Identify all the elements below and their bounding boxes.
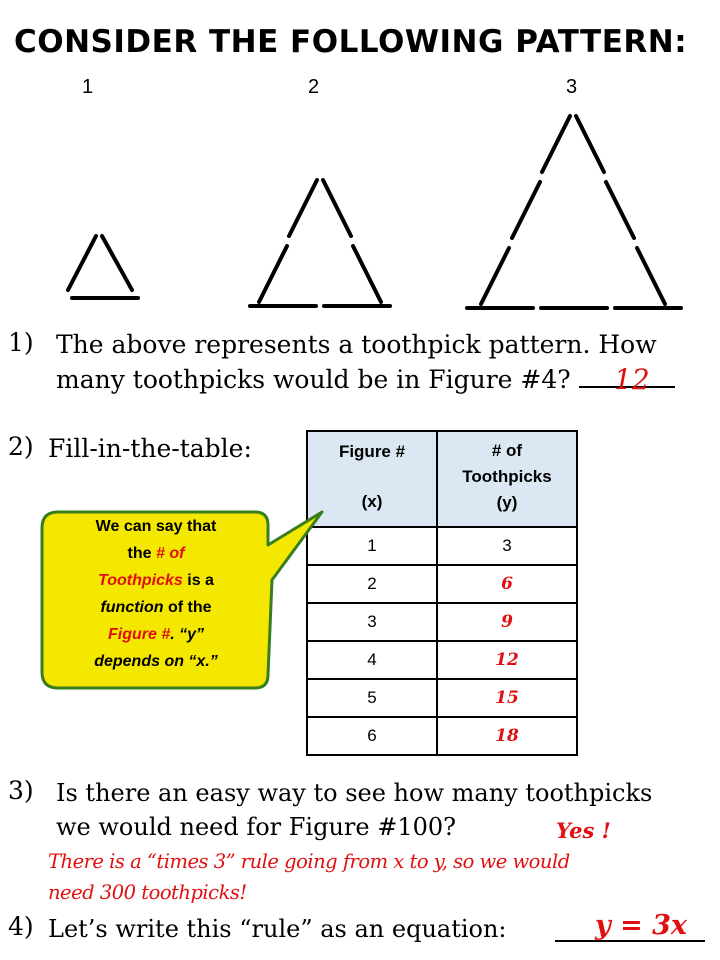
callout-line-2: [46, 540, 266, 567]
question-4-text: Let’s write this “rule” as an equation:: [48, 915, 507, 943]
question-3-answer-short: Yes !: [556, 818, 611, 843]
header-x-label: (x): [361, 492, 383, 511]
cell-y-answer: 15: [437, 679, 577, 717]
question-3-answer: [48, 846, 570, 908]
cell-y-answer: 12: [437, 641, 577, 679]
question-2-number: 2): [8, 432, 34, 461]
question-3-answer-line-1: There is a “times 3” rule going from x to y, so we would: [48, 850, 570, 873]
cell-x: 2: [307, 565, 437, 603]
callout-line-3: [46, 567, 266, 594]
cell-y-answer: 9: [437, 603, 577, 641]
question-4-answer: y = 3x: [595, 910, 687, 941]
callout-text-is-a: is a: [182, 572, 214, 589]
header-toothpicks-line-2: Toothpicks: [462, 467, 552, 486]
cell-x: 1: [307, 527, 437, 565]
callout-text-toothpicks: Toothpicks: [98, 572, 183, 589]
callout-text: [46, 513, 266, 675]
question-3-line-1: Is there an easy way to see how many toothpicks: [56, 779, 653, 807]
callout-line-5: [46, 621, 266, 648]
callout-text-y: . “y”: [170, 626, 205, 643]
figure-number-3: 3: [566, 76, 578, 98]
figure-number-2: 2: [308, 76, 320, 98]
figure-number-1: 1: [82, 76, 94, 98]
question-3-answer-line-2: need 300 toothpicks!: [48, 881, 247, 904]
callout-text-figure: Figure #: [107, 626, 171, 643]
question-3-text: [56, 776, 720, 844]
callout-line-4: [46, 594, 266, 621]
question-3-line-2: we would need for Figure #100?: [56, 813, 457, 841]
question-4-number: 4): [8, 912, 34, 941]
cell-y-answer: 6: [437, 565, 577, 603]
cell-y: 3: [437, 527, 577, 565]
header-toothpicks-line-1: # of: [491, 441, 523, 460]
cell-x: 5: [307, 679, 437, 717]
question-1-number: 1): [8, 328, 34, 357]
cell-x: 4: [307, 641, 437, 679]
cell-y-answer: 18: [437, 717, 577, 755]
callout-line-6: depends on “x.”: [94, 653, 218, 670]
question-1-answer: 12: [614, 363, 650, 396]
question-3-number: 3): [8, 776, 34, 805]
page-title: CONSIDER THE FOLLOWING PATTERN:: [14, 24, 688, 60]
question-2-text: Fill-in-the-table:: [48, 434, 252, 463]
callout-text-of: # of: [156, 545, 185, 562]
question-1-line-1: The above represents a toothpick pattern. How: [56, 330, 657, 359]
callout-text-function: function: [100, 599, 164, 616]
callout-text-the: the: [127, 545, 156, 562]
cell-x: 6: [307, 717, 437, 755]
callout-text-of-the: of the: [163, 599, 212, 616]
cell-x: 3: [307, 603, 437, 641]
header-figure-label: Figure #: [338, 442, 406, 461]
question-1-prompt: many toothpicks would be in Figure #4?: [56, 365, 579, 394]
callout-line-1: We can say that: [95, 518, 217, 535]
header-y-label: (y): [496, 493, 518, 512]
